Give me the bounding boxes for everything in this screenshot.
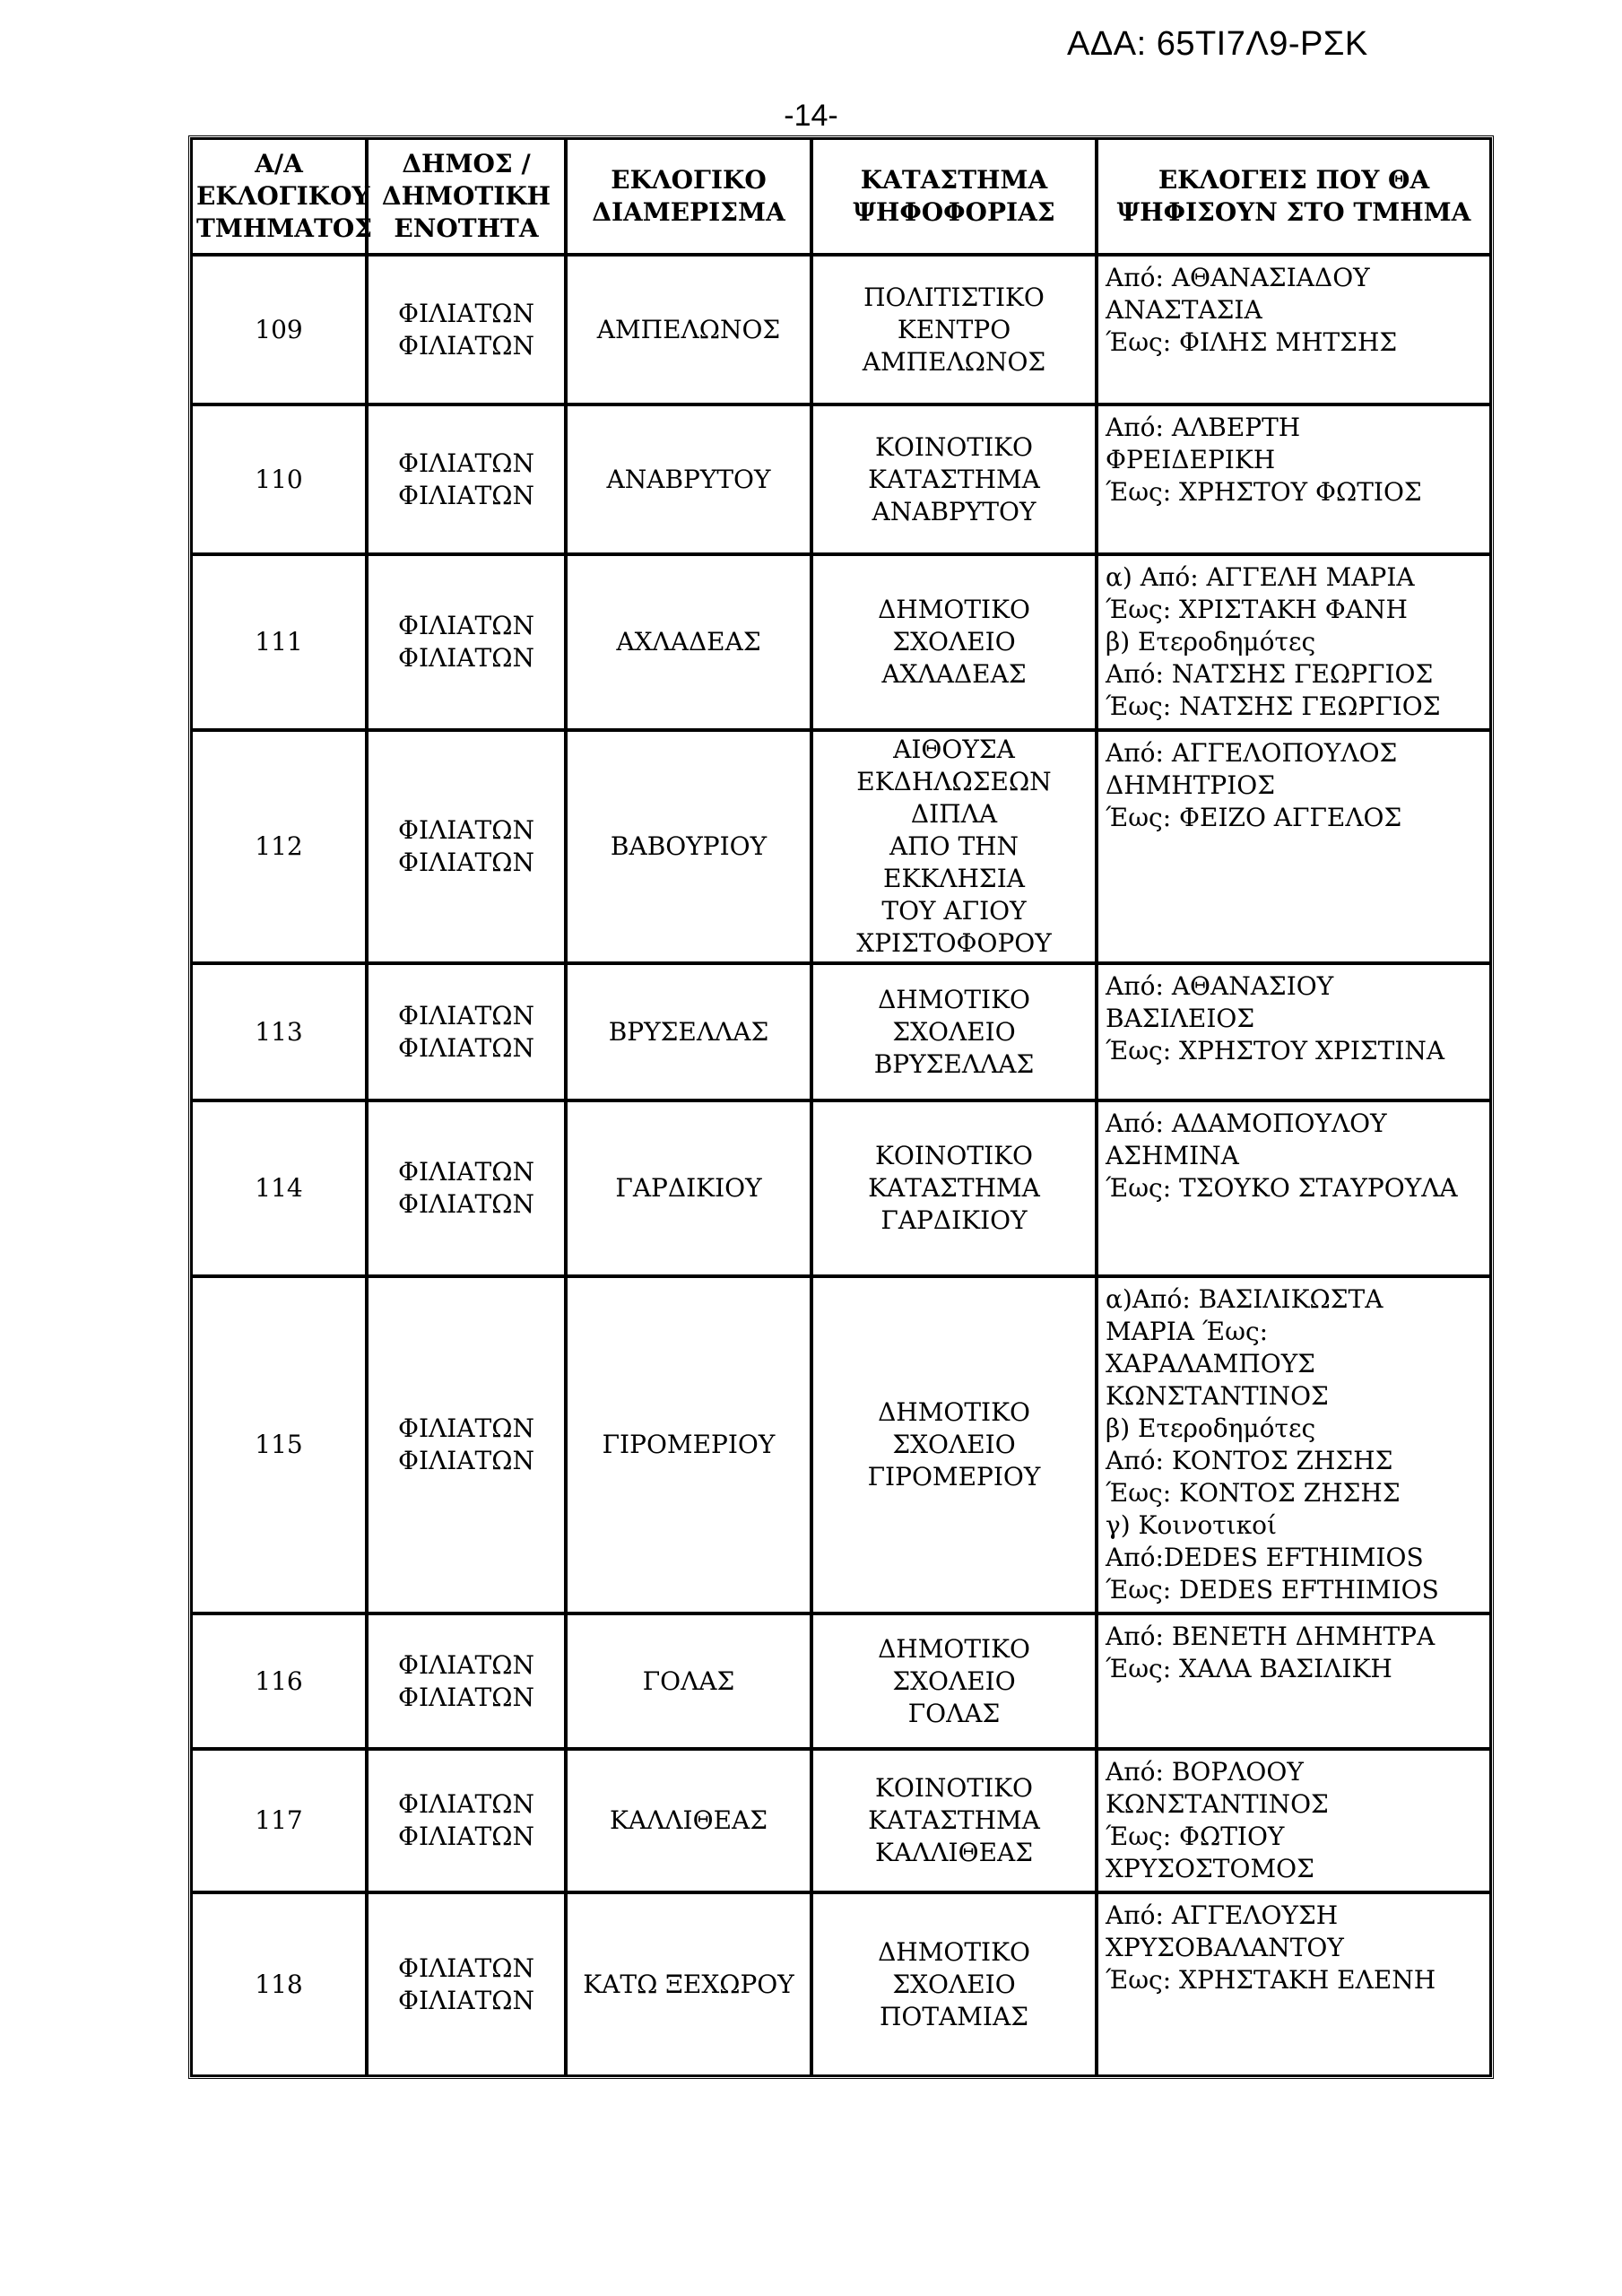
electoral-district-cell-text: ΚΑΤΩ ΞΕΧΩΡΟΥ <box>583 1969 794 1999</box>
electoral-district-cell <box>566 1613 811 1749</box>
section-number-cell-text: 109 <box>255 314 303 344</box>
voters-cell <box>1097 730 1491 963</box>
section-number-cell-text: 114 <box>255 1173 303 1203</box>
municipality-cell <box>367 963 566 1100</box>
table-header-row <box>191 138 1491 255</box>
table-row <box>191 963 1491 1100</box>
voters-cell-text: Από: ΒΕΝΕΤΗ ΔΗΜΗΤΡΑ Έως: ΧΑΛΑ ΒΑΣΙΛΙΚΗ <box>1106 1622 1436 1683</box>
polling-station-cell <box>811 255 1097 404</box>
section-number-cell-text: 113 <box>255 1016 303 1047</box>
section-number-cell <box>191 1749 367 1892</box>
municipality-cell <box>367 1749 566 1892</box>
municipality-cell-text: ΦΙΛΙΑΤΩΝ ΦΙΛΙΑΤΩΝ <box>398 815 534 877</box>
table-row <box>191 1613 1491 1749</box>
municipality-cell-text: ΦΙΛΙΑΤΩΝ ΦΙΛΙΑΤΩΝ <box>398 611 534 673</box>
voters-cell <box>1097 255 1491 404</box>
polling-station-cell <box>811 1892 1097 2076</box>
table-row <box>191 554 1491 730</box>
municipality-cell <box>367 730 566 963</box>
voters-cell <box>1097 404 1491 554</box>
municipality-cell-text: ΦΙΛΙΑΤΩΝ ΦΙΛΙΑΤΩΝ <box>398 1649 534 1712</box>
electoral-district-cell <box>566 1892 811 2076</box>
polling-station-cell-text: ΚΟΙΝΟΤΙΚΟ ΚΑΤΑΣΤΗΜΑ ΚΑΛΛΙΘΕΑΣ <box>868 1773 1040 1867</box>
voters-cell-text: Από: ΑΓΓΕΛΟΥΣΗ ΧΡΥΣΟΒΑΛΑΝΤΟΥ Έως: ΧΡΗΣΤΑΚΗ ΕΛΕΝΗ <box>1106 1900 1436 1995</box>
electoral-district-cell <box>566 730 811 963</box>
voters-cell-text: Από: ΑΛΒΕΡΤΗ ΦΡΕΙΔΕΡΙΚΗ Έως: ΧΡΗΣΤΟΥ ΦΩΤΙΟΣ <box>1106 413 1422 507</box>
municipality-cell <box>367 255 566 404</box>
electoral-district-cell-text: ΓΟΛΑΣ <box>642 1665 735 1696</box>
table-body <box>191 255 1491 2076</box>
table-row <box>191 730 1491 963</box>
municipality-cell <box>367 1100 566 1276</box>
electoral-district-cell-text: ΒΑΒΟΥΡΙΟΥ <box>610 831 768 861</box>
polling-station-cell-text: ΔΗΜΟΤΙΚΟ ΣΧΟΛΕΙΟ ΠΟΤΑΜΙΑΣ <box>878 1936 1030 2031</box>
electoral-district-cell-text: ΓΑΡΔΙΚΙΟΥ <box>615 1173 762 1203</box>
voters-cell-text: α) Από: ΑΓΓΕΛΗ ΜΑΡΙΑ Έως: ΧΡΙΣΤΑΚΗ ΦΑΝΗ β) Ετεροδημότες Από: ΝΑΤΣΗΣ ΓΕΩΡΓΙΟΣ Έως: ΝΑΤΣΗΣ ΓΕΩΡΓΙΟΣ <box>1106 562 1441 721</box>
table-row <box>191 1276 1491 1613</box>
voters-cell <box>1097 1613 1491 1749</box>
municipality-cell-text: ΦΙΛΙΑΤΩΝ ΦΙΛΙΑΤΩΝ <box>398 298 534 361</box>
electoral-district-cell <box>566 255 811 404</box>
polling-station-cell <box>811 1613 1097 1749</box>
section-number-cell-text: 112 <box>255 831 303 861</box>
polling-station-cell-text: ΠΟΛΙΤΙΣΤΙΚΟ ΚΕΝΤΡΟ ΑΜΠΕΛΩΝΟΣ <box>862 282 1046 377</box>
column-header-polling-station: ΚΑΤΑΣΤΗΜΑ ΨΗΦΟΦΟΡΙΑΣ <box>811 138 1097 255</box>
section-number-cell-text: 118 <box>255 1969 303 1999</box>
voters-cell-text: Από: ΒΟΡΛΟΟΥ ΚΩΝΣΤΑΝΤΙΝΟΣ Έως: ΦΩΤΙΟΥ ΧΡΥΣΟΣΤΟΜΟΣ <box>1106 1757 1329 1883</box>
section-number-cell-text: 110 <box>255 464 303 494</box>
voters-cell-text: Από: ΑΘΑΝΑΣΙΟΥ ΒΑΣΙΛΕΙΟΣ Έως: ΧΡΗΣΤΟΥ ΧΡΙΣΤΙΝΑ <box>1106 971 1445 1065</box>
polling-station-cell-text: ΚΟΙΝΟΤΙΚΟ ΚΑΤΑΣΤΗΜΑ ΑΝΑΒΡΥΤΟΥ <box>868 431 1040 526</box>
section-number-cell-text: 117 <box>255 1805 303 1835</box>
municipality-cell-text: ΦΙΛΙΑΤΩΝ ΦΙΛΙΑΤΩΝ <box>398 1952 534 2015</box>
column-header-municipality: ΔΗΜΟΣ / ΔΗΜΟΤΙΚΗ ΕΝΟΤΗΤΑ <box>367 138 566 255</box>
polling-station-cell-text: ΑΙΘΟΥΣΑ ΕΚΔΗΛΩΣΕΩΝ ΔΙΠΛΑ ΑΠΟ ΤΗΝ ΕΚΚΛΗΣΙΑ ΤΟΥ ΑΓΙΟΥ ΧΡΙΣΤΟΦΟΡΟΥ <box>856 735 1052 958</box>
section-number-cell <box>191 1892 367 2076</box>
polling-station-cell <box>811 1100 1097 1276</box>
page-number: -14- <box>784 99 838 133</box>
municipality-cell-text: ΦΙΛΙΑΤΩΝ ΦΙΛΙΑΤΩΝ <box>398 448 534 510</box>
municipality-cell <box>367 1613 566 1749</box>
section-number-cell <box>191 963 367 1100</box>
electoral-district-cell <box>566 963 811 1100</box>
electoral-district-cell <box>566 1276 811 1613</box>
table-row <box>191 1749 1491 1892</box>
polling-station-cell-text: ΔΗΜΟΤΙΚΟ ΣΧΟΛΕΙΟ ΑΧΛΑΔΕΑΣ <box>878 595 1030 689</box>
section-number-cell <box>191 255 367 404</box>
polling-station-cell <box>811 963 1097 1100</box>
section-number-cell <box>191 554 367 730</box>
electoral-district-cell-text: ΑΜΠΕΛΩΝΟΣ <box>596 314 781 344</box>
table-row <box>191 1892 1491 2076</box>
column-header-voters: ΕΚΛΟΓΕΙΣ ΠΟΥ ΘΑ ΨΗΦΙΣΟΥΝ ΣΤΟ ΤΜΗΜΑ <box>1097 138 1491 255</box>
municipality-cell <box>367 554 566 730</box>
voters-cell-text: α)Από: ΒΑΣΙΛΙΚΩΣΤΑ ΜΑΡΙΑ Έως: ΧΑΡΑΛΑΜΠΟΥΣ ΚΩΝΣΤΑΝΤΙΝΟΣ β) Ετεροδημότες Από: ΚΟΝΤΟΣ ΖΗΣΗΣ Έως: ΚΟΝΤΟΣ ΖΗΣΗΣ γ) Κοινοτικοί Από:DEDES EFTHIMIOS Έως: DEDES EFTHIMIOS <box>1106 1284 1439 1605</box>
municipality-cell-text: ΦΙΛΙΑΤΩΝ ΦΙΛΙΑΤΩΝ <box>398 1413 534 1475</box>
polling-station-cell <box>811 730 1097 963</box>
electoral-district-cell <box>566 404 811 554</box>
electoral-district-cell-text: ΑΧΛΑΔΕΑΣ <box>616 627 761 657</box>
section-number-cell <box>191 1100 367 1276</box>
section-number-cell-text: 111 <box>255 627 303 657</box>
section-number-cell <box>191 1613 367 1749</box>
voters-cell-text: Από: ΑΓΓΕΛΟΠΟΥΛΟΣ ΔΗΜΗΤΡΙΟΣ Έως: ΦΕΙΖΟ ΑΓΓΕΛΟΣ <box>1106 738 1402 832</box>
electoral-district-cell <box>566 1100 811 1276</box>
municipality-cell <box>367 404 566 554</box>
electoral-district-cell <box>566 554 811 730</box>
column-header-section-number: Α/Α ΕΚΛΟΓΙΚΟΥ ΤΜΗΜΑΤΟΣ <box>191 138 367 255</box>
voters-cell-text: Από: ΑΘΑΝΑΣΙΑΔΟΥ ΑΝΑΣΤΑΣΙΑ Έως: ΦΙΛΗΣ ΜΗΤΣΗΣ <box>1106 263 1398 357</box>
section-number-cell <box>191 404 367 554</box>
electoral-district-cell <box>566 1749 811 1892</box>
polling-station-cell-text: ΚΟΙΝΟΤΙΚΟ ΚΑΤΑΣΤΗΜΑ ΓΑΡΔΙΚΙΟΥ <box>868 1141 1040 1235</box>
voters-cell <box>1097 1749 1491 1892</box>
municipality-cell-text: ΦΙΛΙΑΤΩΝ ΦΙΛΙΑΤΩΝ <box>398 1157 534 1219</box>
municipality-cell-text: ΦΙΛΙΑΤΩΝ ΦΙΛΙΑΤΩΝ <box>398 1000 534 1063</box>
column-header-electoral-district: ΕΚΛΟΓΙΚΟ ΔΙΑΜΕΡΙΣΜΑ <box>566 138 811 255</box>
polling-stations-table <box>188 135 1494 2079</box>
section-number-cell-text: 116 <box>255 1665 303 1696</box>
electoral-district-cell-text: ΒΡΥΣΕΛΛΑΣ <box>608 1016 769 1047</box>
polling-station-cell <box>811 1276 1097 1613</box>
section-number-cell <box>191 730 367 963</box>
voters-cell <box>1097 554 1491 730</box>
voters-cell <box>1097 963 1491 1100</box>
electoral-district-cell-text: ΑΝΑΒΡΥΤΟΥ <box>606 464 771 494</box>
polling-station-cell-text: ΔΗΜΟΤΙΚΟ ΣΧΟΛΕΙΟ ΓΟΛΑΣ <box>878 1633 1030 1728</box>
electoral-district-cell-text: ΓΙΡΟΜΕΡΙΟΥ <box>602 1430 776 1459</box>
table-row <box>191 1100 1491 1276</box>
electoral-district-cell-text: ΚΑΛΛΙΘΕΑΣ <box>609 1805 768 1835</box>
polling-station-cell <box>811 554 1097 730</box>
polling-station-cell-text: ΔΗΜΟΤΙΚΟ ΣΧΟΛΕΙΟ ΓΙΡΟΜΕΡΙΟΥ <box>867 1397 1041 1492</box>
polling-station-cell <box>811 404 1097 554</box>
municipality-cell <box>367 1276 566 1613</box>
section-number-cell <box>191 1276 367 1613</box>
table-row <box>191 404 1491 554</box>
table-row <box>191 255 1491 404</box>
voters-cell-text: Από: ΑΔΑΜΟΠΟΥΛΟΥ ΑΣΗΜΙΝΑ Έως: ΤΣΟΥΚΟ ΣΤΑΥΡΟΥΛΑ <box>1106 1109 1458 1203</box>
municipality-cell-text: ΦΙΛΙΑΤΩΝ ΦΙΛΙΑΤΩΝ <box>398 1789 534 1851</box>
voters-cell <box>1097 1276 1491 1613</box>
voters-cell <box>1097 1100 1491 1276</box>
voters-cell <box>1097 1892 1491 2076</box>
polling-station-cell <box>811 1749 1097 1892</box>
polling-station-cell-text: ΔΗΜΟΤΙΚΟ ΣΧΟΛΕΙΟ ΒΡΥΣΕΛΛΑΣ <box>873 984 1035 1079</box>
section-number-cell-text: 115 <box>255 1430 303 1459</box>
municipality-cell <box>367 1892 566 2076</box>
ada-code: ΑΔΑ: 65ΤΙ7Λ9-ΡΣΚ <box>1067 25 1368 63</box>
